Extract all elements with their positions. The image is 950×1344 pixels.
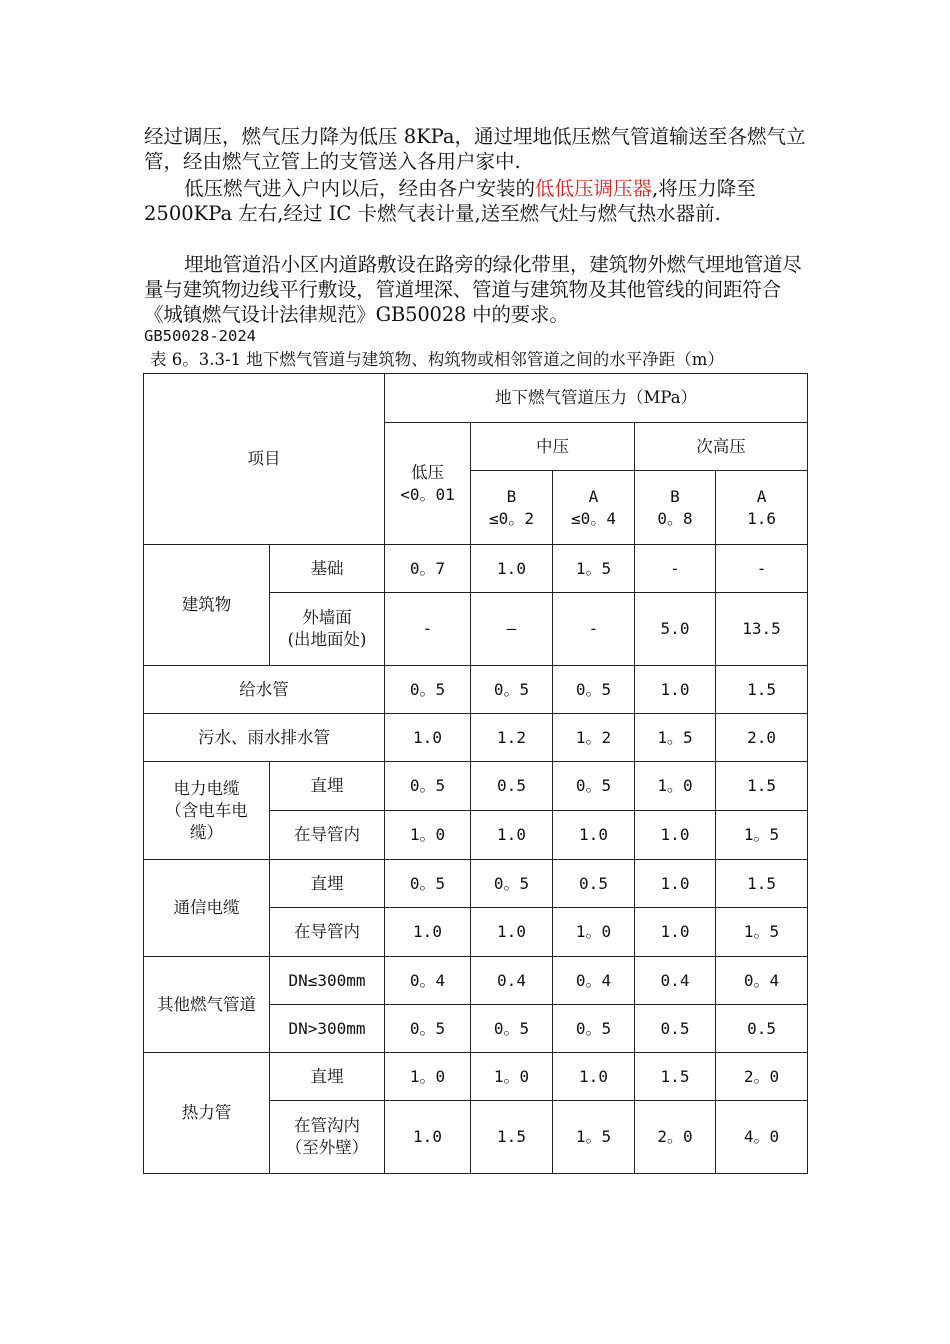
table-cell: 1。0 [385, 1053, 471, 1101]
table-cell: 2。0 [635, 1101, 716, 1174]
row-label: DN>300mm [270, 1005, 385, 1053]
highlighted-term: 低低压调压器 [535, 177, 653, 200]
table-cell: 1.0 [553, 811, 635, 860]
group-comm-cable: 通信电缆 [144, 860, 270, 957]
row-label: 直埋 [270, 860, 385, 908]
header-low-value: <0。01 [400, 484, 455, 504]
table-cell: 1.0 [471, 908, 553, 957]
table-cell: 0.5 [716, 1005, 808, 1053]
row-label-line2: （至外壁） [285, 1138, 369, 1157]
table-cell: - [553, 593, 635, 666]
header-item: 项目 [144, 374, 385, 545]
table-cell: - [716, 545, 808, 593]
header-mid-a-label: A [588, 486, 599, 506]
table-cell: 1.5 [716, 860, 808, 908]
header-mid-b [471, 471, 553, 545]
table-cell: 1。0 [471, 1053, 553, 1101]
table-cell: 1。5 [635, 714, 716, 762]
table-cell: 1。0 [553, 908, 635, 957]
table-caption: 表 6。3.3-1 地下燃气管道与建筑物、构筑物或相邻管道之间的水平净距（m） [150, 350, 724, 369]
table-cell: 1.0 [635, 666, 716, 714]
table-cell: - [385, 593, 471, 666]
table-cell: 1.0 [553, 1053, 635, 1101]
row-label: 在导管内 [270, 811, 385, 860]
header-subhigh-b-value: 0。8 [657, 508, 693, 528]
table-cell: 0.5 [553, 860, 635, 908]
table-cell: 0.4 [471, 957, 553, 1005]
header-subhigh-a-label: A [756, 486, 767, 506]
header-mid-b-label: B [506, 486, 517, 506]
row-label-line2: (出地面处) [287, 630, 367, 649]
table-cell: 1。5 [553, 1101, 635, 1174]
table-cell: 0。7 [385, 545, 471, 593]
table-cell: - [635, 545, 716, 593]
table-cell: 1。5 [553, 545, 635, 593]
table-cell: 0.4 [635, 957, 716, 1005]
table-cell: 1.0 [385, 714, 471, 762]
header-subhigh-a-value: 1.6 [747, 508, 776, 528]
header-low [385, 423, 471, 545]
header-mid-b-value: ≤0。2 [489, 508, 534, 528]
table-cell: 13.5 [716, 593, 808, 666]
header-pressure: 地下燃气管道压力（MPa） [385, 374, 808, 423]
row-label: 给水管 [144, 666, 385, 714]
table-cell: 5.0 [635, 593, 716, 666]
standard-code: GB50028-2024 [144, 327, 256, 345]
table-cell: 1.5 [716, 666, 808, 714]
row-label: 在导管内 [270, 908, 385, 957]
header-mid-a [553, 471, 635, 545]
row-label: 污水、雨水排水管 [144, 714, 385, 762]
para2-text-after: ,将压力降至 2500KPa 左右,经过 IC 卡燃气表计量,送至燃气灶与燃气热水器前. [144, 177, 756, 225]
row-label: 基础 [270, 545, 385, 593]
header-mid: 中压 [471, 423, 635, 471]
header-mid-a-value: ≤0。4 [571, 508, 616, 528]
table-cell: 1。2 [553, 714, 635, 762]
table-cell: 0。5 [385, 762, 471, 811]
table-cell: 0。4 [716, 957, 808, 1005]
table-cell: 1.0 [635, 860, 716, 908]
table-cell: 0.5 [635, 1005, 716, 1053]
table-cell: 0.5 [471, 762, 553, 811]
table-cell: 4。0 [716, 1101, 808, 1174]
header-subhigh-a [716, 471, 808, 545]
table-cell: 1.2 [471, 714, 553, 762]
row-label [270, 593, 385, 666]
table-cell: 1。5 [716, 811, 808, 860]
paragraph-buried-pipe: 埋地管道沿小区内道路敷设在路旁的绿化带里，建筑物外燃气埋地管道尽量与建筑物边线平行敷设，管道埋深、管道与建筑物及其他管线的间距符合《城镇燃气设计法律规范》GB50028 中的要求。 [144, 253, 802, 326]
group-other-gas-pipe: 其他燃气管道 [144, 957, 270, 1053]
table-cell: 1。5 [716, 908, 808, 957]
table-cell: 1.0 [635, 811, 716, 860]
table-cell: 1.5 [635, 1053, 716, 1101]
table-cell: 0。5 [553, 666, 635, 714]
para2-text-before: 低压燃气进入户内以后，经由各户安装的 [184, 177, 536, 200]
table-cell: — [471, 593, 553, 666]
table-cell: 1.0 [635, 908, 716, 957]
table-cell: 0。5 [471, 666, 553, 714]
distance-table [143, 373, 808, 1174]
row-label: DN≤300mm [270, 957, 385, 1005]
table-cell: 2。0 [716, 1053, 808, 1101]
row-label-line1: 在管沟内 [294, 1116, 360, 1135]
table-cell: 0。4 [553, 957, 635, 1005]
header-subhigh-b [635, 471, 716, 545]
row-label-line1: 外墙面 [302, 608, 352, 627]
paragraph-indoor-regulator [144, 176, 810, 226]
table-cell: 1。0 [635, 762, 716, 811]
table-cell: 1。0 [385, 811, 471, 860]
table-cell: 0。5 [385, 1005, 471, 1053]
table-cell: 1.0 [471, 811, 553, 860]
table-cell: 1.0 [385, 1101, 471, 1174]
row-label: 直埋 [270, 1053, 385, 1101]
group-building: 建筑物 [144, 545, 270, 666]
table-cell: 0。5 [471, 860, 553, 908]
table-cell: 0。5 [553, 1005, 635, 1053]
paragraph-pressure-regulation: 经过调压，燃气压力降为低压 8KPa，通过埋地低压燃气管道输送至各燃气立管，经由燃气立管上的支管送入各用户家中. [144, 125, 806, 173]
header-subhigh-b-label: B [670, 486, 680, 506]
table-cell: 1.0 [385, 908, 471, 957]
row-label [270, 1101, 385, 1174]
table-cell: 2.0 [716, 714, 808, 762]
table-cell: 0。4 [385, 957, 471, 1005]
table-cell: 0。5 [385, 860, 471, 908]
table-cell: 0。5 [385, 666, 471, 714]
table-cell: 0。5 [471, 1005, 553, 1053]
table-cell: 1.5 [716, 762, 808, 811]
table-cell: 1.0 [471, 545, 553, 593]
group-heat-pipe: 热力管 [144, 1053, 270, 1174]
group-power-cable: 电力电缆（含电车电缆） [144, 762, 270, 860]
header-subhigh: 次高压 [635, 423, 808, 471]
table-cell: 1.5 [471, 1101, 553, 1174]
row-label: 直埋 [270, 762, 385, 811]
table-cell: 0。5 [553, 762, 635, 811]
header-low-label: 低压 [411, 462, 444, 482]
